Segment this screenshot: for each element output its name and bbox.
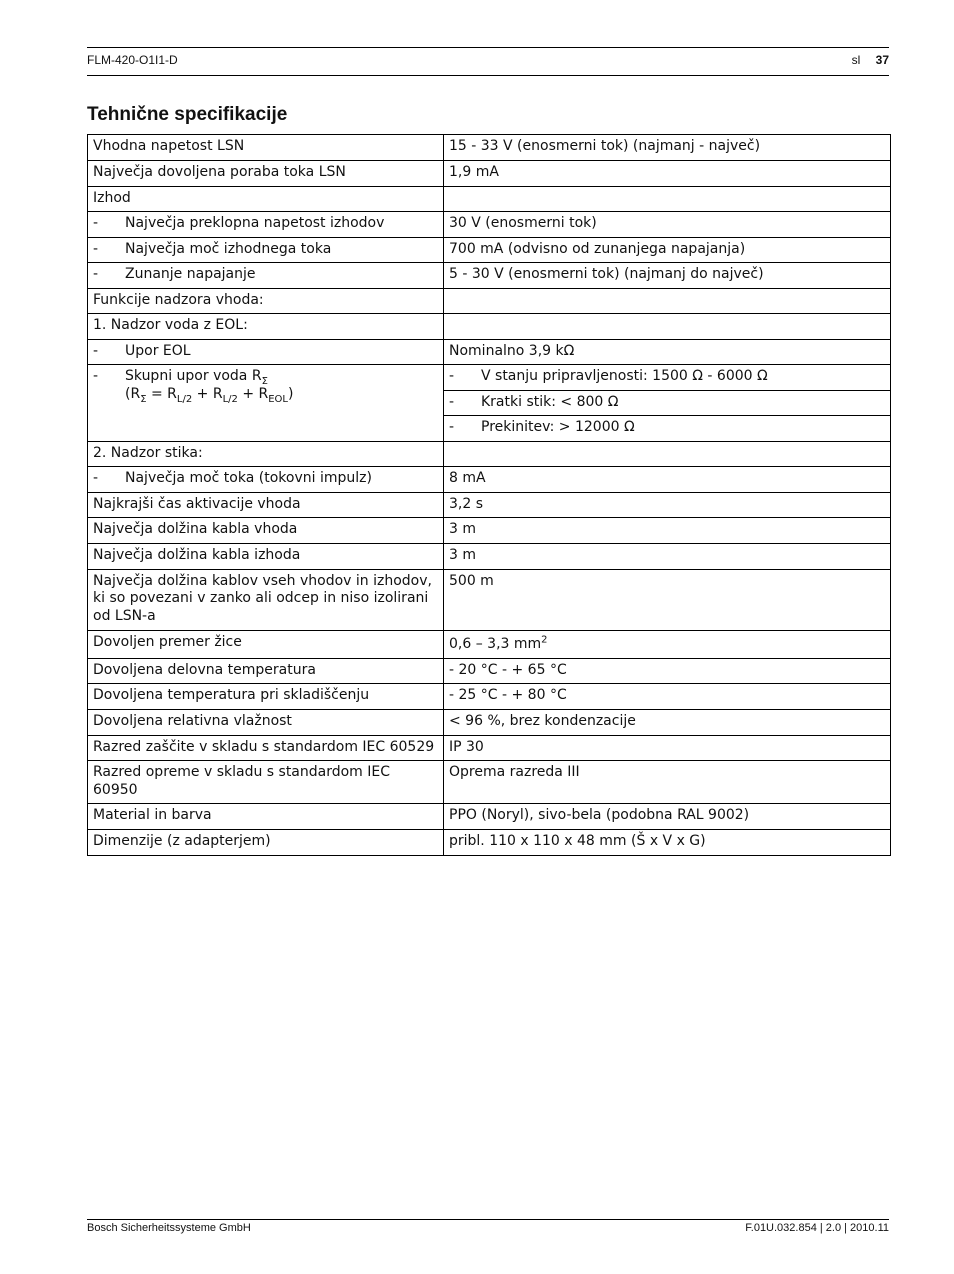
table-row: [88, 684, 891, 710]
spec-label: Razred zaščite v skladu s standardom IEC 60529: [88, 735, 444, 761]
spec-label: 1. Nadzor voda z EOL:: [88, 314, 444, 340]
table-row: [88, 467, 891, 493]
section-title: Tehnične specifikacije: [87, 104, 288, 125]
list-dash: -: [449, 368, 455, 384]
spec-label: [88, 237, 444, 263]
list-dash: -: [93, 342, 99, 359]
spec-label: Material in barva: [88, 804, 444, 830]
table-row: [88, 186, 891, 212]
table-row: [88, 288, 891, 314]
spec-value: 700 mA (odvisno od zunanjega napajanja): [444, 237, 891, 263]
spec-label: Dovoljena temperatura pri skladiščenju: [88, 684, 444, 710]
spec-label: Razred opreme v skladu s standardom IEC 60950: [88, 761, 444, 804]
list-dash: -: [93, 240, 99, 257]
table-row: [88, 830, 891, 856]
page-number: 37: [875, 53, 889, 67]
spec-value: 8 mA: [444, 467, 891, 493]
table-row: [88, 314, 891, 340]
table-row: [88, 263, 891, 289]
spec-value: 3,2 s: [444, 492, 891, 518]
spec-sublabel: Zunanje napajanje: [125, 266, 256, 282]
spec-table: [87, 134, 891, 856]
document-info: F.01U.032.854 | 2.0 | 2010.11: [745, 1222, 889, 1234]
list-dash: -: [93, 266, 99, 282]
spec-value: [444, 314, 891, 340]
table-row: [88, 709, 891, 735]
spec-value: [444, 441, 891, 467]
list-dash: -: [449, 419, 455, 435]
page-footer: [87, 1219, 889, 1234]
table-row: [88, 441, 891, 467]
table-row: [88, 658, 891, 684]
page-info: [852, 53, 889, 67]
spec-label: Vhodna napetost LSN: [88, 135, 444, 161]
table-row: [88, 630, 891, 658]
table-row: [88, 365, 891, 391]
spec-sublabel: Največja moč izhodnega toka: [125, 240, 332, 257]
table-row: [88, 761, 891, 804]
spec-sublabel: Skupni upor voda $R_\Sigma$: [125, 368, 268, 387]
spec-value: [444, 416, 891, 442]
spec-label: [88, 365, 444, 442]
spec-sublabel: Največja moč toka (tokovni impulz): [125, 470, 372, 486]
spec-label: [88, 212, 444, 238]
table-row: [88, 804, 891, 830]
table-row: [88, 492, 891, 518]
table-row: [88, 237, 891, 263]
spec-label: Največja dolžina kabla vhoda: [88, 518, 444, 544]
spec-value: 500 m: [444, 569, 891, 630]
resistance-formula: $(R_\Sigma = R_{L/2} + R_{L/2} + R_{EOL})$: [125, 385, 294, 405]
spec-label: Dovoljen premer žice: [88, 630, 444, 658]
list-dash: -: [93, 470, 99, 486]
spec-value: 1,9 mA: [444, 161, 891, 187]
spec-value: - 20 °C - + 65 °C: [444, 658, 891, 684]
spec-subvalue: Kratki stik: < 800 Ω: [481, 393, 619, 410]
table-row: [88, 544, 891, 570]
table-row: [88, 161, 891, 187]
spec-value: [444, 288, 891, 314]
company-name: Bosch Sicherheitssysteme GmbH: [87, 1222, 251, 1234]
spec-label: Dimenzije (z adapterjem): [88, 830, 444, 856]
spec-value: [444, 390, 891, 416]
spec-value: Nominalno 3,9 kΩ: [444, 339, 891, 365]
spec-value: 15 - 33 V (enosmerni tok) (najmanj - največ): [444, 135, 891, 161]
table-row: [88, 735, 891, 761]
spec-value: IP 30: [444, 735, 891, 761]
spec-value: 3 m: [444, 518, 891, 544]
spec-value: [444, 365, 891, 391]
table-row: [88, 569, 891, 630]
spec-label: Največja dovoljena poraba toka LSN: [88, 161, 444, 187]
page-header: [87, 47, 889, 76]
spec-subvalue: Prekinitev: > 12000 Ω: [481, 419, 635, 435]
language-code: sl: [851, 53, 861, 67]
spec-label: Najkrajši čas aktivacije vhoda: [88, 492, 444, 518]
spec-subvalue: V stanju pripravljenosti: 1500 Ω - 6000 Ω: [481, 368, 768, 384]
spec-value: pribl. 110 x 110 x 48 mm (Š x V x G): [444, 830, 891, 856]
spec-value: 0,6 – 3,3 $mm^2$: [444, 630, 891, 658]
list-dash: -: [449, 393, 455, 410]
table-row: [88, 135, 891, 161]
spec-value: 5 - 30 V (enosmerni tok) (najmanj do največ): [444, 263, 891, 289]
table-row: [88, 518, 891, 544]
spec-value: 30 V (enosmerni tok): [444, 212, 891, 238]
spec-label: 2. Nadzor stika:: [88, 441, 444, 467]
table-row: [88, 339, 891, 365]
spec-label: Izhod: [88, 186, 444, 212]
spec-label: Dovoljena delovna temperatura: [88, 658, 444, 684]
spec-label: Največja dolžina kabla izhoda: [88, 544, 444, 570]
spec-value: Oprema razreda III: [444, 761, 891, 804]
spec-label: Dovoljena relativna vlažnost: [88, 709, 444, 735]
spec-value: PPO (Noryl), sivo-bela (podobna RAL 9002): [444, 804, 891, 830]
spec-value: [444, 186, 891, 212]
list-dash: -: [93, 368, 99, 384]
spec-sublabel: Upor EOL: [125, 342, 191, 359]
document-code: FLM-420-O1I1-D: [87, 53, 178, 67]
spec-label: Funkcije nadzora vhoda:: [88, 288, 444, 314]
spec-label: [88, 467, 444, 493]
table-row: [88, 212, 891, 238]
spec-label: Največja dolžina kablov vseh vhodov in izhodov, ki so povezani v zanko ali odcep in niso izolirani od LSN-a: [88, 569, 444, 630]
spec-value: - 25 °C - + 80 °C: [444, 684, 891, 710]
list-dash: -: [93, 215, 99, 231]
spec-value: 3 m: [444, 544, 891, 570]
spec-label: [88, 263, 444, 289]
spec-value: < 96 %, brez kondenzacije: [444, 709, 891, 735]
spec-sublabel: Največja preklopna napetost izhodov: [125, 215, 385, 231]
spec-label: [88, 339, 444, 365]
